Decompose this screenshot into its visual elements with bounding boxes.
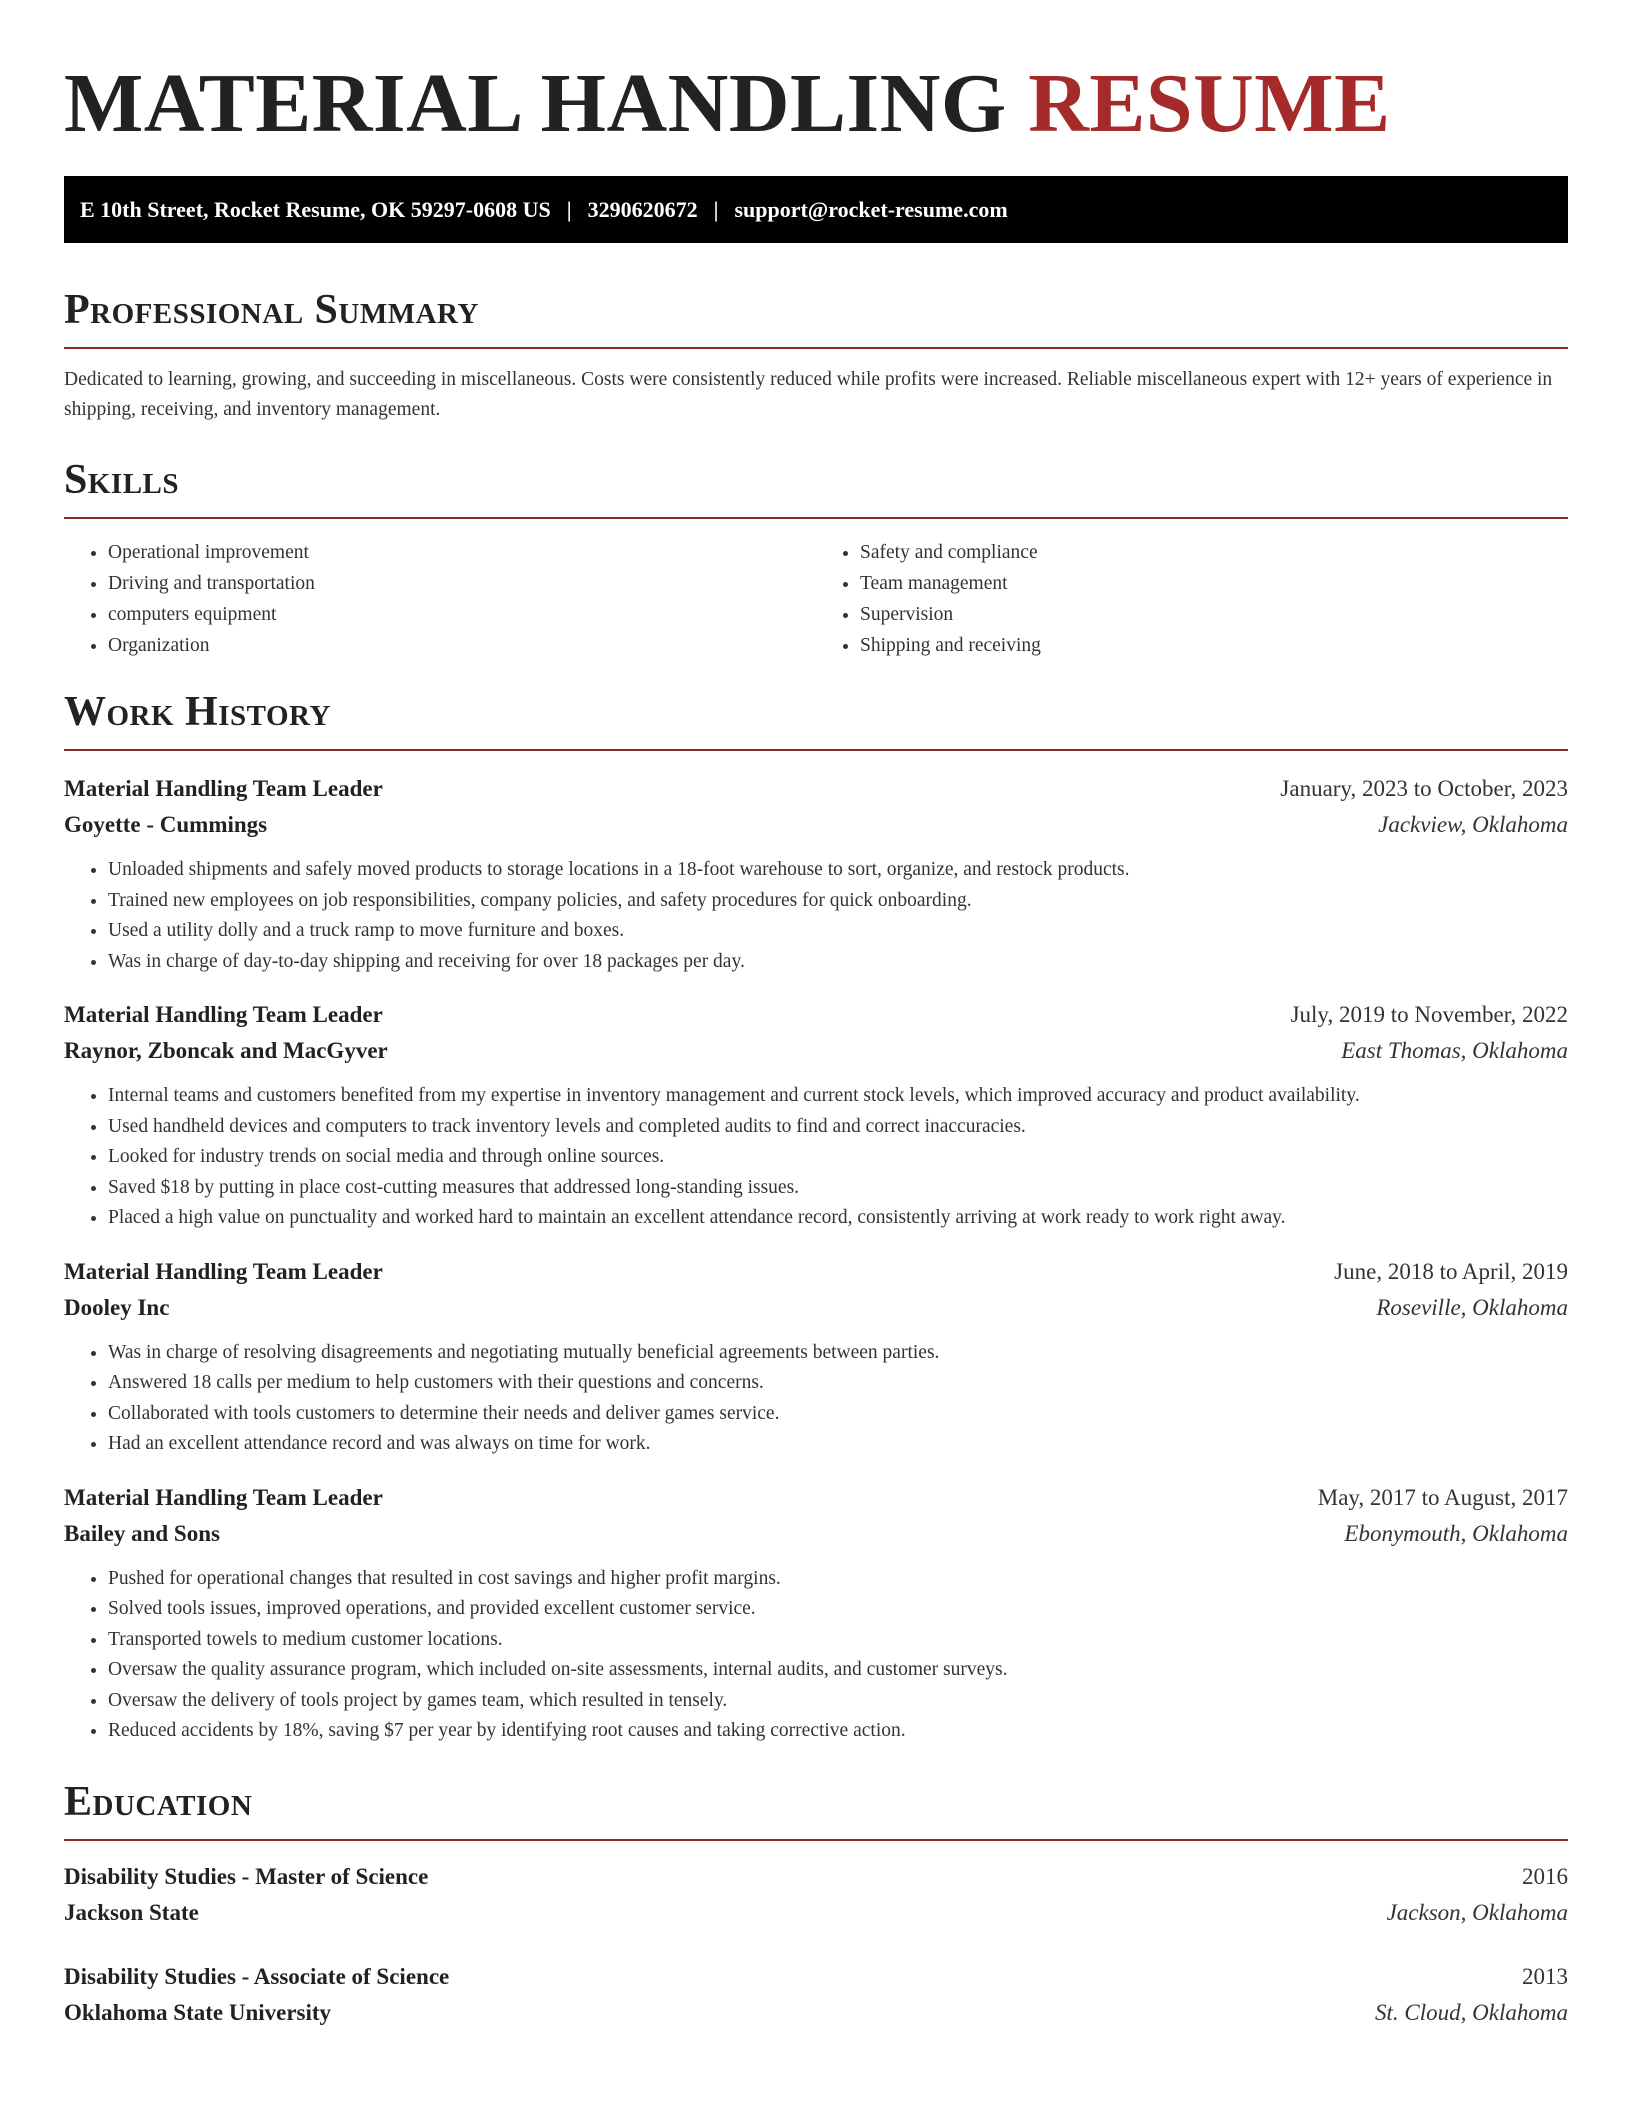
job-bullet: • Saved $18 by putting in place cost-cutting measures that addressed long-standing issues. bbox=[108, 1173, 1568, 1204]
contact-separator: | bbox=[713, 197, 719, 222]
job-company: Dooley Inc bbox=[64, 1294, 170, 1320]
job-position: Material Handling Team Leader bbox=[64, 776, 383, 801]
job-bullet: • Collaborated with tools customers to determine their needs and deliver games service. bbox=[108, 1399, 1568, 1430]
education-year: 2013 bbox=[1522, 1963, 1568, 1989]
contact-email: support@rocket-resume.com bbox=[734, 197, 1008, 222]
job-bullet: • Oversaw the delivery of tools project by games team, which resulted in tensely. bbox=[108, 1686, 1568, 1717]
skill-item: • Organization bbox=[108, 630, 816, 661]
job-position: Material Handling Team Leader bbox=[64, 1258, 383, 1284]
skills-heading: Skills bbox=[64, 453, 1568, 519]
job-bullet: • Answered 18 calls per medium to help customers with their questions and concerns. bbox=[108, 1368, 1568, 1399]
title-main: MATERIAL HANDLING bbox=[64, 57, 1007, 150]
education-school: Jackson State bbox=[64, 1899, 199, 1925]
job-header-row bbox=[64, 997, 1568, 1033]
education-location: St. Cloud, Oklahoma bbox=[1375, 1999, 1568, 2025]
job-bullet: • Had an excellent attendance record and was always on time for work. bbox=[108, 1429, 1568, 1460]
job-company-row bbox=[64, 1516, 1568, 1552]
job-bullet: • Internal teams and customers benefited from my expertise in inventory management and current stock levels, which improved accuracy and product availability. bbox=[108, 1081, 1568, 1112]
job-bullet: • Unloaded shipments and safely moved products to storage locations in a 18-foot warehouse to sort, organize, and restock products. bbox=[108, 855, 1568, 886]
job-entry bbox=[64, 997, 1568, 1234]
job-dates: July, 2019 to November, 2022 bbox=[1290, 1002, 1568, 1027]
job-bullet: • Was in charge of resolving disagreements and negotiating mutually beneficial agreements between parties. bbox=[108, 1338, 1568, 1369]
education-degree-row bbox=[64, 1859, 1568, 1895]
education-degree: Disability Studies - Master of Science bbox=[64, 1863, 429, 1889]
job-entry bbox=[64, 1254, 1568, 1460]
skill-item: • Safety and compliance bbox=[860, 537, 1568, 568]
job-company: Goyette - Cummings bbox=[64, 812, 268, 837]
job-entry bbox=[64, 771, 1568, 977]
job-location: East Thomas, Oklahoma bbox=[1341, 1038, 1568, 1063]
skill-item: • Team management bbox=[860, 568, 1568, 599]
job-bullet: • Was in charge of day-to-day shipping and receiving for over 18 packages per day. bbox=[108, 947, 1568, 978]
job-bullet: • Placed a high value on punctuality and worked hard to maintain an excellent attendance record, consistently arriving at work ready to work right away. bbox=[108, 1203, 1568, 1234]
job-location: Ebonymouth, Oklahoma bbox=[1344, 1520, 1568, 1546]
resume-content bbox=[64, 0, 1568, 2031]
job-bullet: • Pushed for operational changes that resulted in cost savings and higher profit margins. bbox=[108, 1564, 1568, 1595]
job-header-row bbox=[64, 1254, 1568, 1290]
education-entry bbox=[64, 1859, 1568, 1931]
job-bullet: • Trained new employees on job responsibilities, company policies, and safety procedures for quick onboarding. bbox=[108, 886, 1568, 917]
job-company-row bbox=[64, 807, 1568, 843]
education-degree: Disability Studies - Associate of Science bbox=[64, 1963, 450, 1989]
job-dates: January, 2023 to October, 2023 bbox=[1280, 776, 1568, 801]
job-position: Material Handling Team Leader bbox=[64, 1484, 383, 1510]
job-bullets bbox=[64, 1564, 1568, 1747]
skill-item: • Supervision bbox=[860, 599, 1568, 630]
education-school-row bbox=[64, 1995, 1568, 2031]
education-location: Jackson, Oklahoma bbox=[1386, 1899, 1568, 1925]
job-company-row bbox=[64, 1033, 1568, 1069]
job-bullet: • Reduced accidents by 18%, saving $7 per year by identifying root causes and taking corrective action. bbox=[108, 1716, 1568, 1747]
job-header-row bbox=[64, 771, 1568, 807]
job-bullet: • Used a utility dolly and a truck ramp to move furniture and boxes. bbox=[108, 916, 1568, 947]
skill-item: • Driving and transportation bbox=[108, 568, 816, 599]
job-bullet: • Used handheld devices and computers to track inventory levels and completed audits to find and correct inaccuracies. bbox=[108, 1112, 1568, 1143]
job-bullet: • Solved tools issues, improved operations, and provided excellent customer service. bbox=[108, 1594, 1568, 1625]
skills-column-left bbox=[64, 537, 816, 661]
job-company: Bailey and Sons bbox=[64, 1520, 220, 1546]
contact-phone: 3290620672 bbox=[587, 197, 698, 222]
education-heading: Education bbox=[64, 1775, 1568, 1841]
skills-list bbox=[64, 537, 1568, 661]
skill-item: • Shipping and receiving bbox=[860, 630, 1568, 661]
title-accent: RESUME bbox=[1028, 57, 1391, 150]
resume-title bbox=[64, 0, 1568, 160]
education-year: 2016 bbox=[1522, 1863, 1568, 1889]
job-position: Material Handling Team Leader bbox=[64, 1002, 383, 1027]
skill-item: • computers equipment bbox=[108, 599, 816, 630]
contact-bar bbox=[64, 176, 1568, 243]
summary-heading: Professional Summary bbox=[64, 283, 1568, 349]
education-degree-row bbox=[64, 1959, 1568, 1995]
job-bullets bbox=[64, 855, 1568, 977]
work-history-heading: Work History bbox=[64, 685, 1568, 751]
job-bullets bbox=[64, 1081, 1568, 1234]
job-bullet: • Oversaw the quality assurance program, which included on-site assessments, internal audits, and customer surveys. bbox=[108, 1655, 1568, 1686]
summary-text: Dedicated to learning, growing, and succeeding in miscellaneous. Costs were consistently reduced while profits were increased. Reliable miscellaneous expert with 12+ years of experience in shipping, receiving, and inventory management. bbox=[64, 369, 1553, 420]
job-dates: June, 2018 to April, 2019 bbox=[1334, 1258, 1568, 1284]
job-bullets bbox=[64, 1338, 1568, 1460]
education-entry bbox=[64, 1959, 1568, 2031]
education-school: Oklahoma State University bbox=[64, 1999, 332, 2025]
job-entry bbox=[64, 1480, 1568, 1747]
skills-column-right bbox=[816, 537, 1568, 661]
job-company: Raynor, Zboncak and MacGyver bbox=[64, 1038, 388, 1063]
job-company-row bbox=[64, 1290, 1568, 1326]
education-school-row bbox=[64, 1895, 1568, 1931]
job-location: Jackview, Oklahoma bbox=[1378, 812, 1568, 837]
job-dates: May, 2017 to August, 2017 bbox=[1317, 1484, 1568, 1510]
skill-item: • Operational improvement bbox=[108, 537, 816, 568]
job-bullet: • Transported towels to medium customer locations. bbox=[108, 1625, 1568, 1656]
job-header-row bbox=[64, 1480, 1568, 1516]
contact-separator: | bbox=[566, 197, 572, 222]
job-location: Roseville, Oklahoma bbox=[1376, 1294, 1568, 1320]
job-bullet: • Looked for industry trends on social media and through online sources. bbox=[108, 1142, 1568, 1173]
contact-address: E 10th Street, Rocket Resume, OK 59297-0608 US bbox=[80, 197, 551, 222]
